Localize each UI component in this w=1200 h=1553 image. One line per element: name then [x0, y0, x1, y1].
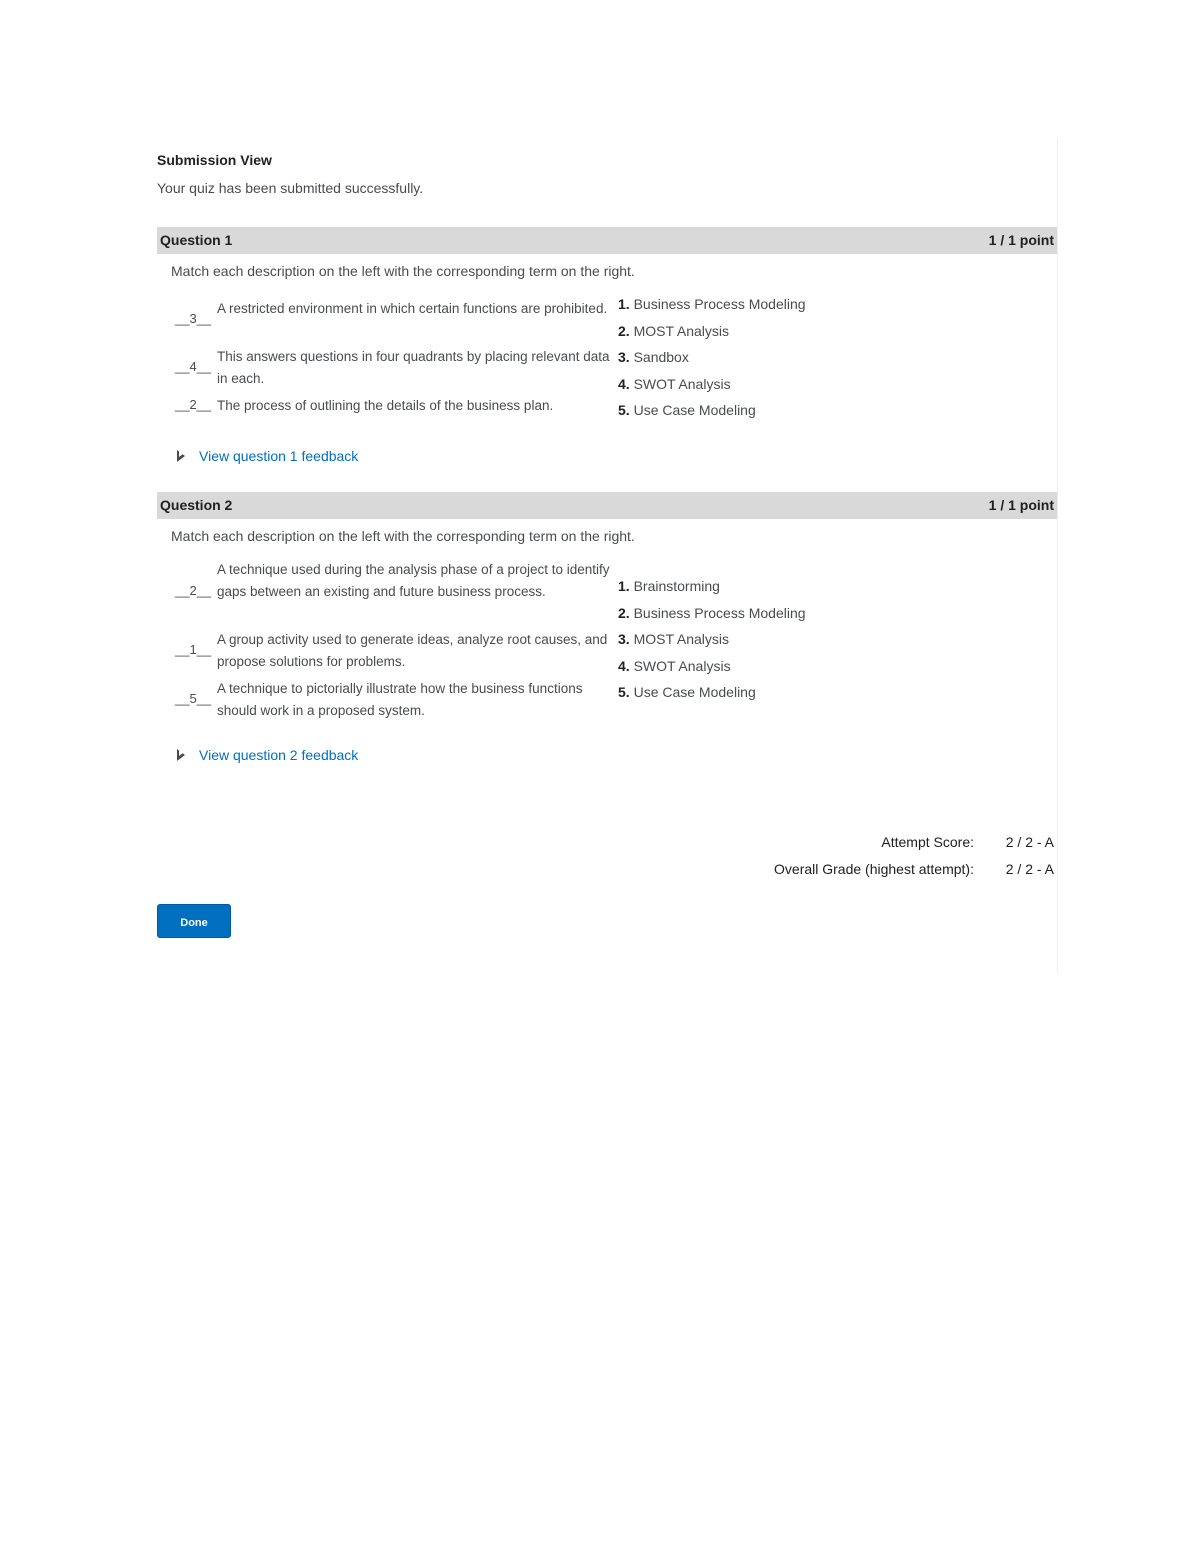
question-2-points: 1 / 1 point: [988, 497, 1054, 513]
expand-triangle-icon: [177, 747, 199, 763]
overall-grade-label: Overall Grade (highest attempt):: [774, 861, 974, 877]
term-item: 4. SWOT Analysis: [618, 657, 731, 674]
expand-triangle-icon: [177, 448, 199, 464]
question-2-terms: [618, 578, 806, 711]
match-answer: __4__: [175, 359, 212, 374]
attempt-score-value: 2 / 2 - A: [1005, 834, 1054, 850]
match-description: This answers questions in four quadrants by placing relevant data in each.: [217, 349, 610, 386]
term-item: 2. Business Process Modeling: [618, 604, 806, 621]
overall-grade-value: 2 / 2 - A: [1005, 861, 1054, 877]
question-2-title: Question 2: [160, 497, 233, 513]
match-description: The process of outlining the details of the business plan.: [217, 398, 554, 413]
overall-grade: [774, 861, 1054, 877]
match-description: A restricted environment in which certain functions are prohibited.: [217, 301, 608, 316]
view-question-2-feedback-link[interactable]: View question 2 feedback: [177, 747, 358, 763]
submission-message: Your quiz has been submitted successfully.: [157, 180, 424, 196]
term-item: 1. Business Process Modeling: [618, 296, 806, 312]
match-description: A technique used during the analysis phase of a project to identify gaps between an existing and future business process.: [217, 562, 610, 599]
match-answer: __2__: [175, 397, 212, 412]
match-answer: __5__: [175, 691, 212, 706]
term-item: 3. Sandbox: [618, 349, 689, 365]
match-answer: __1__: [175, 642, 212, 657]
term-item: 5. Use Case Modeling: [618, 684, 756, 700]
view-question-1-feedback-link[interactable]: View question 1 feedback: [177, 448, 358, 464]
term-item: 5. Use Case Modeling: [618, 402, 756, 418]
question-2-header: [157, 492, 1057, 519]
question-2-prompt: Match each description on the left with the corresponding term on the right.: [171, 528, 635, 544]
term-item: 4. SWOT Analysis: [618, 375, 731, 392]
page-title: Submission View: [157, 152, 272, 168]
match-answer: __2__: [175, 583, 212, 598]
term-item: 3. MOST Analysis: [618, 631, 730, 647]
term-item: 2. MOST Analysis: [618, 322, 730, 339]
content-border: [1057, 140, 1058, 973]
term-item: 1. Brainstorming: [618, 578, 720, 594]
question-1-points: 1 / 1 point: [988, 232, 1054, 248]
attempt-score-label: Attempt Score:: [881, 834, 974, 850]
match-description: A technique to pictorially illustrate how the business functions should work in a proposed system.: [217, 681, 583, 718]
match-answer: __3__: [175, 311, 212, 326]
question-1-prompt: Match each description on the left with the corresponding term on the right.: [171, 263, 635, 279]
question-1-header: [157, 227, 1057, 254]
question-1-terms: [618, 296, 806, 429]
attempt-score: [881, 834, 1054, 850]
done-button[interactable]: Done: [157, 904, 231, 938]
question-1-title: Question 1: [160, 232, 233, 248]
match-description: A group activity used to generate ideas, analyze root causes, and propose solutions for problems.: [217, 632, 608, 669]
